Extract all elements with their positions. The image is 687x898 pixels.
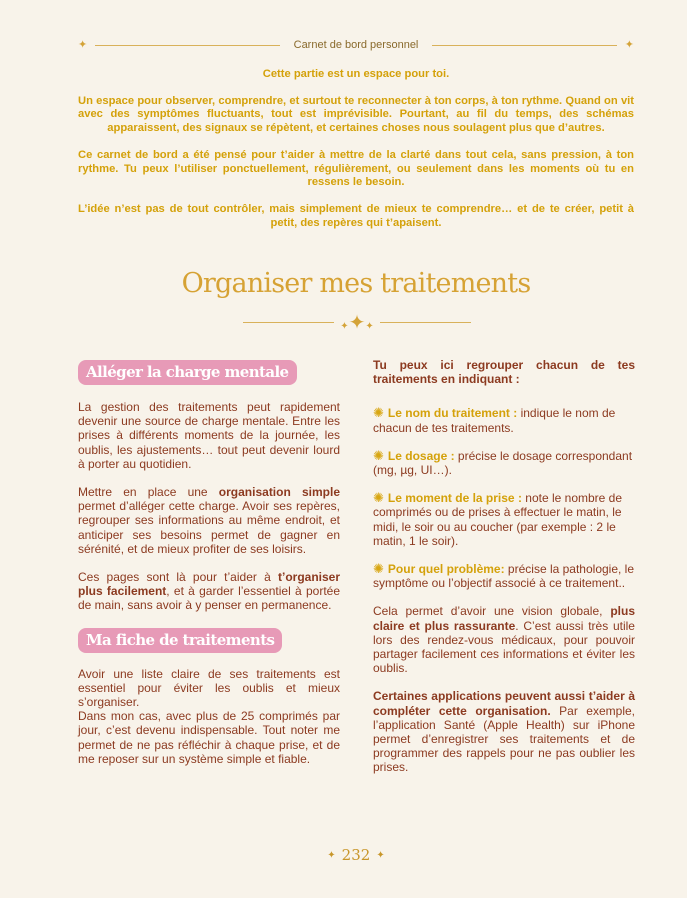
right-intro: Tu peux ici regrouper chacun de tes traitements en indiquant : <box>373 358 635 387</box>
running-header <box>78 36 634 54</box>
left-paragraph-5: Dans mon cas, avec plus de 25 comprimés par jour, c’est devenu indispensable. Tout noter me permet de ne pas réfléchir à chaque prise, et de me reposer sur un système simple et fiable. <box>78 709 340 766</box>
ornament-stars <box>334 310 380 335</box>
list-item: ✺ Le dosage : précise le dosage correspondant (mg, µg, UI…). <box>373 447 633 478</box>
emphasis-text: Certaines applications peuvent aussi t’aider à compléter cette organisation. <box>373 689 635 718</box>
list-item: ✺ Pour quel problème: précise la pathologie, le symptôme ou l’objectif associé à ce traitement.. <box>373 561 635 591</box>
list-item: ✺ Le nom du traitement : indique le nom de chacun de tes traitements. <box>373 405 616 435</box>
star-icon: ✦ <box>78 39 88 51</box>
ornament-rule-right <box>380 322 471 323</box>
sun-bullet-icon: ✺ <box>373 447 384 463</box>
sun-bullet-icon: ✺ <box>373 405 384 421</box>
list-item: ✺ Le moment de la prise : note le nombre de comprimés ou de prises à effectuer le matin, le midi, le soir ou au coucher (par exemple : 2 le matin, 1 le soir). <box>373 490 623 548</box>
sun-bullet-icon: ✺ <box>373 561 384 577</box>
right-paragraph-1: Cela permet d’avoir une vision globale, plus claire et plus rassurante. C’est aussi très utile lors des rendez-vous médicaux, pour pouvoir partager facilement ces informations et éviter les oublis. <box>373 604 635 676</box>
ornament-rule-left <box>243 322 334 323</box>
intro-block <box>78 68 634 243</box>
big-star-icon: ✦ <box>348 311 366 334</box>
section-title: Organiser mes traitements <box>181 268 531 299</box>
header-rule-left <box>95 45 279 46</box>
emphasis-text: t’organiser plus facilement <box>78 570 340 599</box>
header-title: Carnet de bord personnel <box>293 39 419 51</box>
intro-paragraph-2: Un espace pour observer, comprendre, et surtout te reconnecter à ton corps, à ton rythme. Quand on vit avec des symptômes fluctuants, tout est imprévisible. Pourtant, au fil du temps, des schémas apparaissent, des signaux se répètent, et certaines choses nous soulagent plus que d’autres. <box>78 94 634 135</box>
header-rule-right <box>432 45 616 46</box>
star-icon: ✦ <box>624 39 634 51</box>
emphasis-text: plus claire et plus rassurante <box>373 604 635 633</box>
left-column <box>78 358 340 780</box>
emphasis-text: organisation simple <box>218 485 340 500</box>
heading-charge-mentale: Alléger la charge mentale <box>78 360 297 385</box>
small-star-icon: ✦ <box>365 320 374 332</box>
left-paragraph-4: Avoir une liste claire de ses traitements est essentiel pour éviter les oublis et mieux s’organiser. <box>78 666 340 710</box>
left-paragraph-2: Mettre en place une organisation simple permet d’alléger cette charge. Avoir ses repères, regrouper ses informations au même endroit, et anticiper ses besoins permet de gagner en sérénité, et de mieux profiter de ses loisirs. <box>78 485 340 556</box>
intro-paragraph-3: Ce carnet de bord a été pensé pour t’aider à mettre de la clarté dans tout cela, sans pression, à ton rythme. Tu peux l’utiliser ponctuellement, régulièrement, ou seulement dans les moments où tu en ressens le besoin. <box>78 148 634 189</box>
small-star-icon: ✦ <box>340 320 349 332</box>
title-ornament <box>243 310 471 334</box>
page-number: 232 <box>341 846 371 864</box>
sun-bullet-icon: ✺ <box>373 490 384 506</box>
intro-paragraph-1: Cette partie est un espace pour toi. <box>262 68 450 80</box>
left-paragraph-3: Ces pages sont là pour t’aider à t’organiser plus facilement, et à garder l’essentiel à portée de main, sans avoir à y penser en permanence. <box>78 570 340 613</box>
left-paragraph-1: La gestion des traitements peut rapidement devenir une source de charge mentale. Entre les prises à différents moments de la journée, les oublis, les ajustements… tout peut devenir lourd à porter au quotidien. <box>78 400 340 471</box>
star-icon: ✦ <box>376 850 385 861</box>
heading-fiche-traitements: Ma fiche de traitements <box>78 628 282 653</box>
star-icon: ✦ <box>327 850 336 861</box>
right-column <box>373 358 635 789</box>
page-footer <box>78 846 634 864</box>
right-paragraph-2: Certaines applications peuvent aussi t’aider à compléter cette organisation. Par exemple, l’application Santé (Apple Health) sur iPhone permet d’enregistrer ses traitements et de programmer des rappels pour ne pas oublier les prises. <box>373 689 635 775</box>
intro-paragraph-4: L’idée n’est pas de tout contrôler, mais simplement de mieux te comprendre… et de te créer, petit à petit, des repères qui t’apaisent. <box>78 202 634 229</box>
